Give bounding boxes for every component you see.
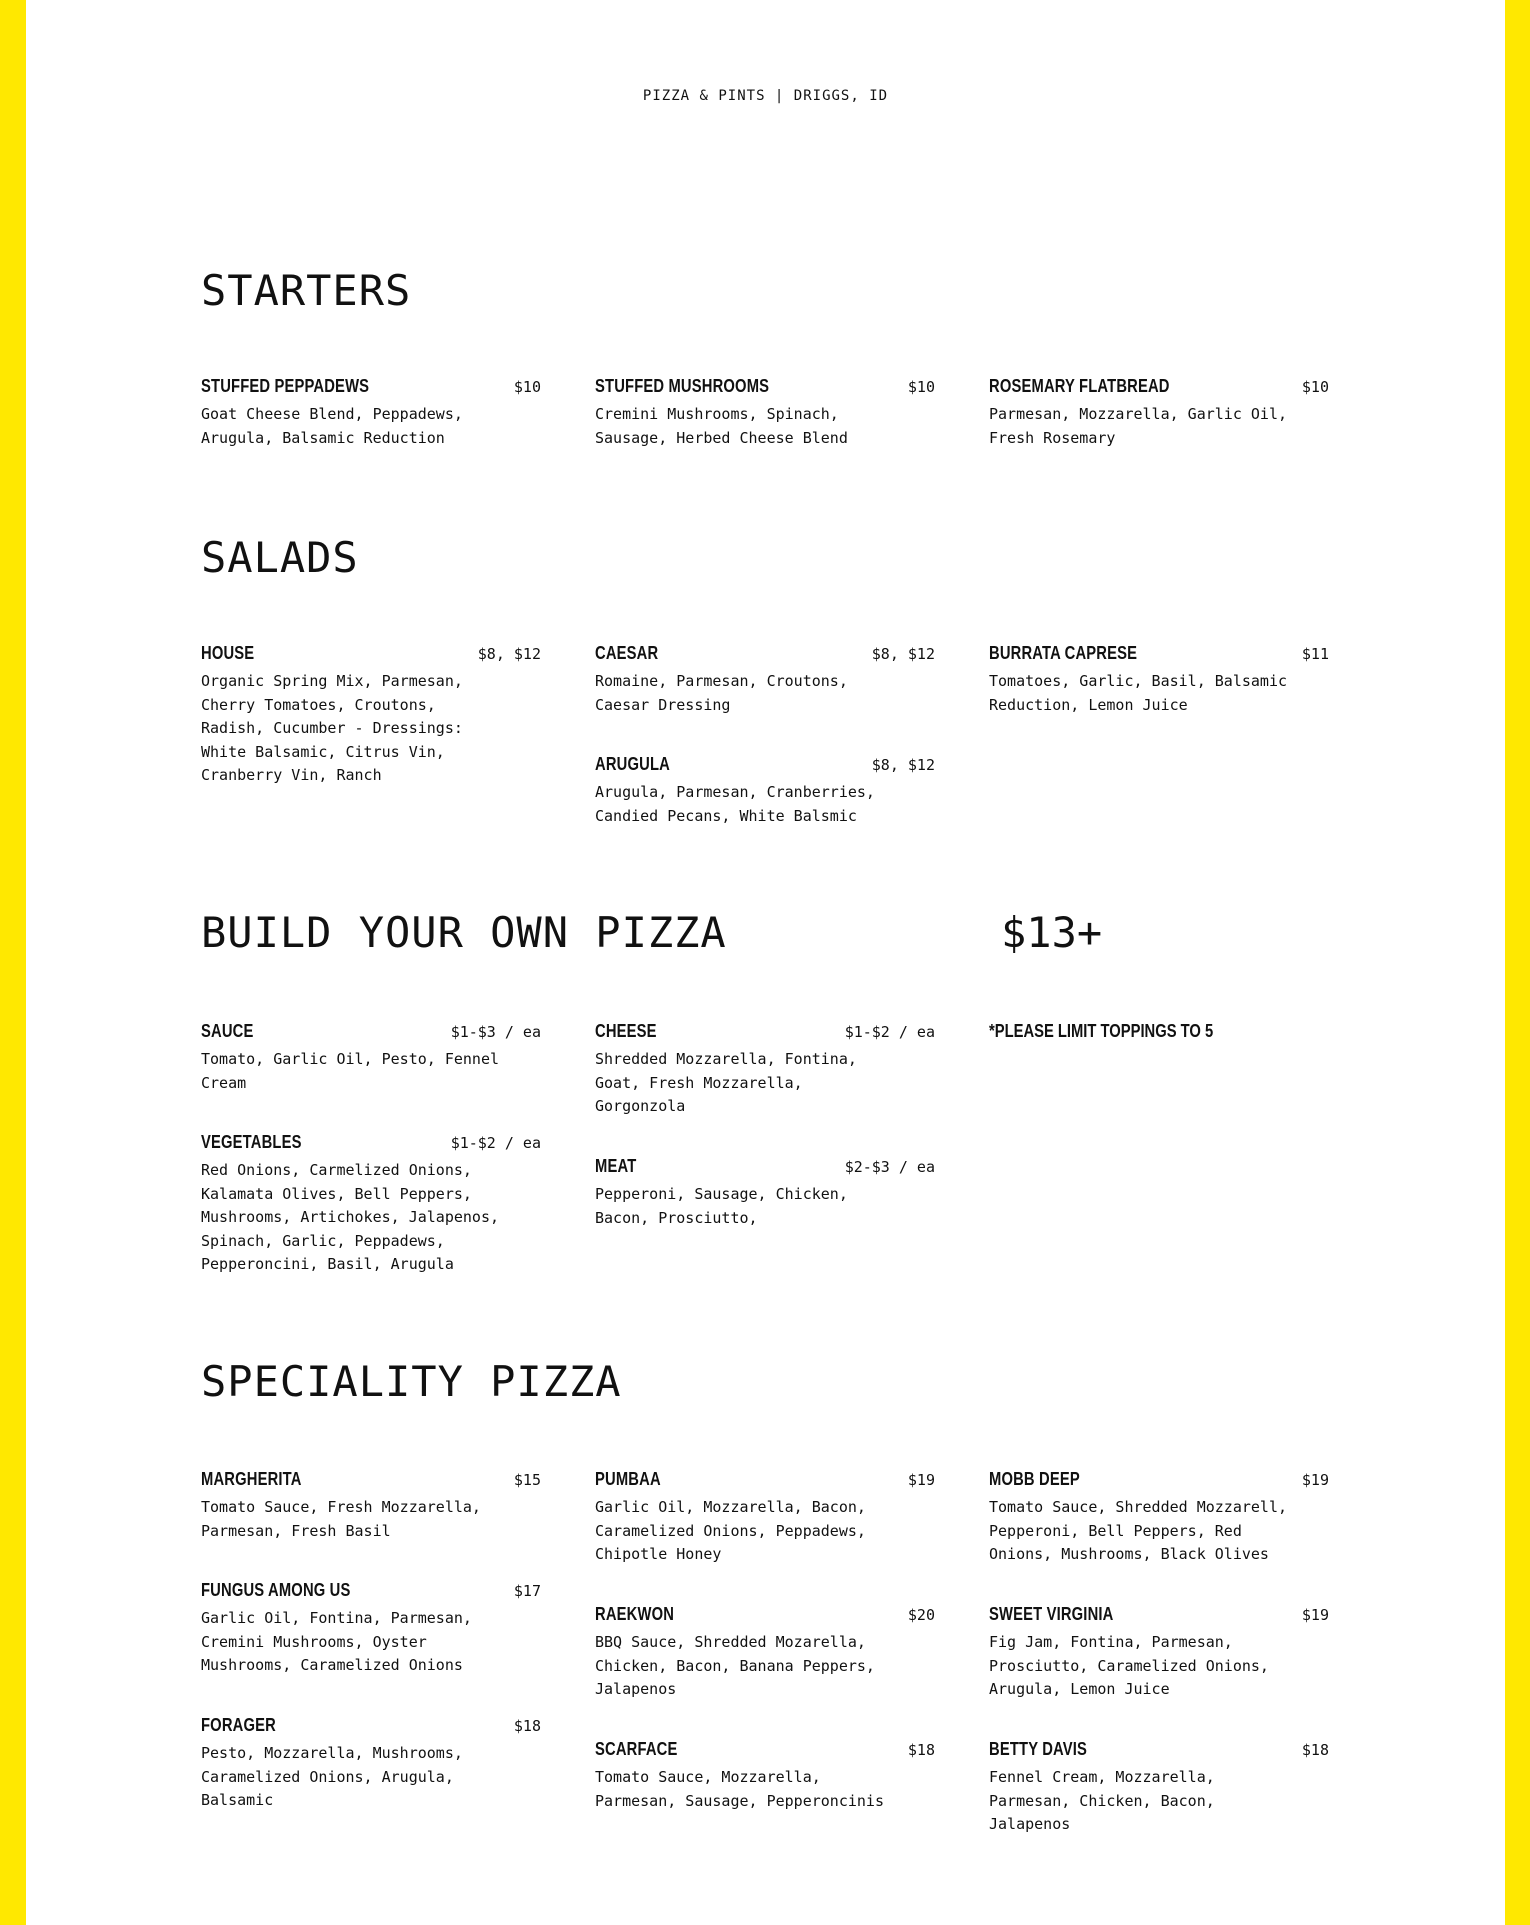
item-description: Tomatoes, Garlic, Basil, Balsamic Reduction, Lemon Juice xyxy=(989,672,1288,714)
menu-item xyxy=(201,376,541,450)
menu-item xyxy=(989,1469,1329,1567)
menu-item xyxy=(989,1604,1329,1702)
item-name: SWEET VIRGINIA xyxy=(989,1604,1114,1624)
item-description: Garlic Oil, Mozzarella, Bacon, Caramelized Onions, Peppadews, Chipotle Honey xyxy=(595,1498,866,1563)
item-price: $11 xyxy=(1301,645,1329,663)
item-name: PUMBAA xyxy=(595,1469,661,1489)
menu-item xyxy=(989,643,1329,717)
item-description: Pesto, Mozzarella, Mushrooms, Caramelized Onions, Arugula, Balsamic xyxy=(201,1744,463,1809)
item-description: Tomato, Garlic Oil, Pesto, Fennel Cream xyxy=(201,1050,500,1092)
item-price: $18 xyxy=(1301,1741,1329,1759)
item-price: $19 xyxy=(1301,1606,1329,1624)
item-name: ARUGULA xyxy=(595,754,670,774)
item-price: $2-$3 / ea xyxy=(844,1158,935,1176)
item-description: Tomato Sauce, Fresh Mozzarella, Parmesan, Fresh Basil xyxy=(201,1498,481,1540)
item-price: $1-$2 / ea xyxy=(450,1134,541,1152)
item-price: $19 xyxy=(1301,1471,1329,1489)
item-name: VEGETABLES xyxy=(201,1132,302,1152)
item-description: Arugula, Parmesan, Cranberries, Candied Pecans, White Balsmic xyxy=(595,783,875,825)
item-name: HOUSE xyxy=(201,643,255,663)
restaurant-header: PIZZA & PINTS | DRIGGS, ID xyxy=(642,88,889,104)
menu-item xyxy=(201,1132,541,1277)
item-price: $8, $12 xyxy=(871,756,935,774)
item-price: $17 xyxy=(513,1582,541,1600)
item-description: BBQ Sauce, Shredded Mozarella, Chicken, Bacon, Banana Peppers, Jalapenos xyxy=(595,1633,875,1698)
section-title-speciality-pizza: SPECIALITY PIZZA xyxy=(201,1357,622,1406)
item-description: Fig Jam, Fontina, Parmesan, Prosciutto, Caramelized Onions, Arugula, Lemon Juice xyxy=(989,1633,1269,1698)
item-name: BETTY DAVIS xyxy=(989,1739,1088,1759)
menu-item xyxy=(595,1156,935,1230)
item-name: MEAT xyxy=(595,1156,637,1176)
item-price: $1-$2 / ea xyxy=(844,1023,935,1041)
item-price: $18 xyxy=(907,1741,935,1759)
item-name: MOBB DEEP xyxy=(989,1469,1080,1489)
section-title-starters: STARTERS xyxy=(201,266,412,315)
item-description: Romaine, Parmesan, Croutons, Caesar Dressing xyxy=(595,672,848,714)
item-description: Tomato Sauce, Shredded Mozzarell, Pepperoni, Bell Peppers, Red Onions, Mushrooms, Black Olives xyxy=(989,1498,1288,1563)
item-description: Organic Spring Mix, Parmesan, Cherry Tomatoes, Croutons, Radish, Cucumber - Dressings: White Balsamic, Citrus Vin, Cranberry Vin, Ranch xyxy=(201,672,463,784)
item-price: $20 xyxy=(907,1606,935,1624)
item-description: Cremini Mushrooms, Spinach, Sausage, Herbed Cheese Blend xyxy=(595,405,848,447)
menu-page xyxy=(26,0,1505,1925)
section-title-build-your-own: BUILD YOUR OWN PIZZA xyxy=(201,908,727,957)
item-price: $19 xyxy=(907,1471,935,1489)
item-price: $1-$3 / ea xyxy=(450,1023,541,1041)
item-name: STUFFED PEPPADEWS xyxy=(201,376,370,396)
menu-item xyxy=(595,1021,935,1119)
menu-item xyxy=(201,1469,541,1543)
item-price: $10 xyxy=(1301,378,1329,396)
item-price: $8, $12 xyxy=(871,645,935,663)
item-name: MARGHERITA xyxy=(201,1469,302,1489)
item-price: $10 xyxy=(907,378,935,396)
item-price: $8, $12 xyxy=(477,645,541,663)
item-name: CHEESE xyxy=(595,1021,657,1041)
menu-item xyxy=(595,1469,935,1567)
item-description: Red Onions, Carmelized Onions, Kalamata Olives, Bell Peppers, Mushrooms, Artichokes, Jalapenos, Spinach, Garlic, Peppadews, Pepperoncini, Basil, Arugula xyxy=(201,1161,500,1273)
item-name: CAESAR xyxy=(595,643,659,663)
item-name: SAUCE xyxy=(201,1021,254,1041)
item-description: Tomato Sauce, Mozzarella, Parmesan, Sausage, Pepperoncinis xyxy=(595,1768,884,1810)
menu-item xyxy=(595,376,935,450)
menu-item xyxy=(989,376,1329,450)
menu-item xyxy=(201,1580,541,1678)
menu-item xyxy=(595,1604,935,1702)
item-description: Shredded Mozzarella, Fontina, Goat, Fresh Mozzarella, Gorgonzola xyxy=(595,1050,857,1115)
item-description: Pepperoni, Sausage, Chicken, Bacon, Prosciutto, xyxy=(595,1185,848,1227)
toppings-limit-note: *PLEASE LIMIT TOPPINGS TO 5 xyxy=(989,1021,1214,1041)
item-name: FORAGER xyxy=(201,1715,276,1735)
item-description: Garlic Oil, Fontina, Parmesan, Cremini Mushrooms, Oyster Mushrooms, Caramelized Onions xyxy=(201,1609,472,1674)
item-description: Goat Cheese Blend, Peppadews, Arugula, Balsamic Reduction xyxy=(201,405,463,447)
item-price: $10 xyxy=(513,378,541,396)
item-description: Fennel Cream, Mozzarella, Parmesan, Chicken, Bacon, Jalapenos xyxy=(989,1768,1215,1833)
item-description: Parmesan, Mozzarella, Garlic Oil, Fresh Rosemary xyxy=(989,405,1288,447)
menu-item xyxy=(201,643,541,788)
build-your-own-price: $13+ xyxy=(1001,908,1103,957)
item-name: BURRATA CAPRESE xyxy=(989,643,1138,663)
menu-item xyxy=(201,1021,541,1095)
section-title-salads: SALADS xyxy=(201,533,359,582)
item-name: STUFFED MUSHROOMS xyxy=(595,376,770,396)
item-name: FUNGUS AMONG US xyxy=(201,1580,351,1600)
item-price: $18 xyxy=(513,1717,541,1735)
menu-item xyxy=(595,643,935,717)
item-name: ROSEMARY FLATBREAD xyxy=(989,376,1170,396)
menu-item xyxy=(201,1715,541,1813)
item-name: RAEKWON xyxy=(595,1604,675,1624)
menu-item xyxy=(595,754,935,828)
item-name: SCARFACE xyxy=(595,1739,678,1759)
menu-item xyxy=(595,1739,935,1813)
menu-item xyxy=(989,1739,1329,1837)
item-price: $15 xyxy=(513,1471,541,1489)
